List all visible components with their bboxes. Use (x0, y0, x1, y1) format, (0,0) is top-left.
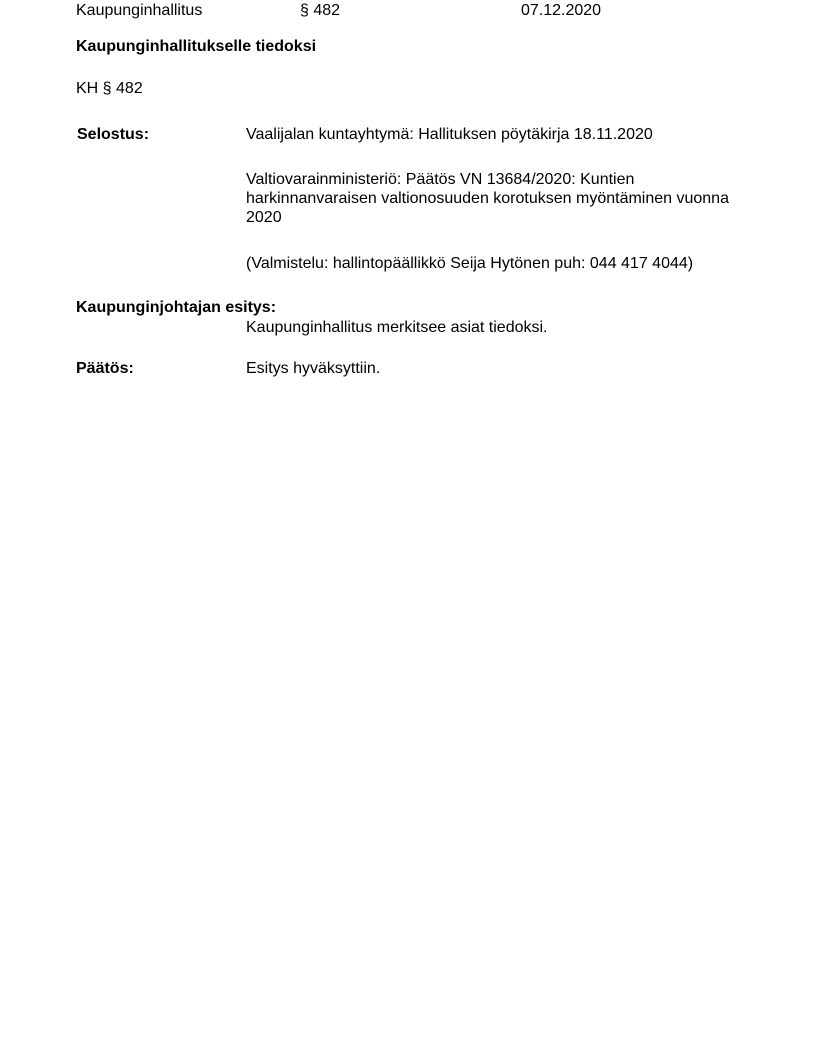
header-date: 07.12.2020 (521, 2, 602, 19)
decision-label: Päätös: (76, 360, 134, 377)
selostus-paragraph-1: Vaalijalan kuntayhtymä: Hallituksen pöytäkirja 18.11.2020 (246, 126, 653, 143)
decision-text: Esitys hyväksyttiin. (246, 360, 381, 377)
section-reference: KH § 482 (76, 80, 143, 97)
selostus-paragraph-2: Valtiovarainministeriö: Päätös VN 13684/2020: Kuntien harkinnanvaraisen valtionosuuden korotuksen myöntäminen vuonna 2020 (246, 171, 729, 226)
selostus-label: Selostus: (77, 126, 150, 143)
selostus-paragraph-3: (Valmistelu: hallintopäällikkö Seija Hytönen puh: 044 417 4044) (246, 255, 694, 272)
header-body: Kaupunginhallitus (76, 2, 203, 19)
proposal-text: Kaupunginhallitus merkitsee asiat tiedoksi. (246, 319, 548, 336)
header-section: § 482 (300, 2, 341, 19)
proposal-label: Kaupunginjohtajan esitys: (76, 299, 277, 316)
document-title: Kaupunginhallitukselle tiedoksi (76, 38, 317, 55)
